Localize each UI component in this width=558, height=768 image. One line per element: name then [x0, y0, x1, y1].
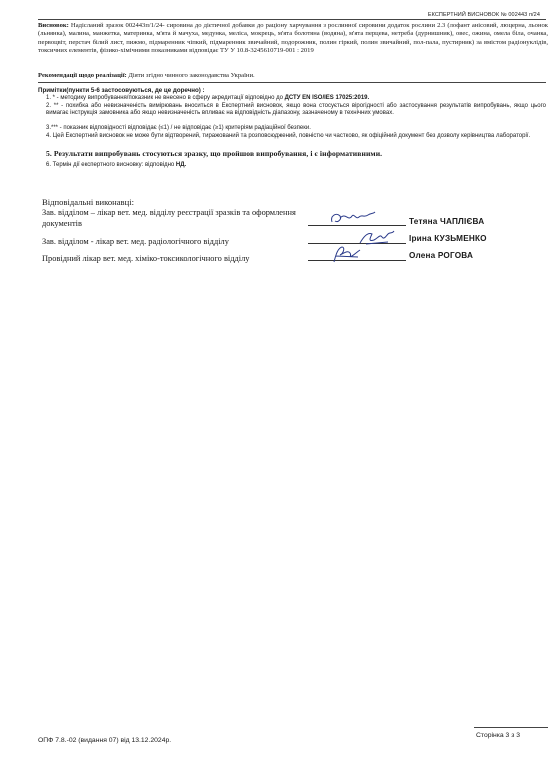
note-1 [46, 95, 546, 102]
name-chaplieva: Тетяна ЧАПЛІЄВА [409, 217, 485, 226]
header-divider [38, 19, 546, 20]
document-reference: ЕКСПЕРТНИЙ ВИСНОВОК № 002443 п/24 [427, 12, 540, 18]
note-5: 5. Результати випробувань стосуються зразку, що пройшов випробування, і є інформативними. [46, 149, 383, 158]
recommendation-label: Рекомендації щодо реалізації: [38, 72, 127, 79]
note-2: 2. ** - похибка або невизначеність вимірювань вноситься в Експертний висновок, якщо вона стосується вірогідності або застосування результатів випробувань, якщо цього вимагає інструкція замовника або якщо невизначеність впливає на відповідність діапазону, зазначеному в технічних умовах. [46, 103, 546, 116]
note-3: 3.*** - показник відповідності відповідає (≤1) / не відповідає (≥1) критеріям радіаційної безпеки. [46, 125, 311, 131]
role-radiology: Зав. відділом - лікар вет. мед. радіологічного відділу [42, 237, 229, 246]
responsible-heading: Відповідальні виконавці: [42, 197, 134, 207]
note-1-standard: ДСТУ EN ISO/IES 17025:2019. [284, 95, 370, 101]
note-4: 4. Цей Експертний висновок не може бути відтворений, тиражований та розповсюджений, повністю чи частково, як офіційний документ без дозволу керівництва лабораторії. [46, 133, 531, 139]
recommendation-text: Діяти згідно чинного законодавства України. [126, 72, 255, 79]
page-number: Сторінка 3 з 3 [476, 732, 521, 739]
signature-chaplieva [328, 208, 378, 228]
note-6 [46, 162, 546, 169]
note-1-text: 1. * - методику випробування/показник не внесено в сферу акредитації відповідно до [46, 95, 285, 101]
recommendation-paragraph [38, 72, 548, 80]
form-code: ОПФ 7.8.-02 (видання 07) від 13.12.2024р. [38, 737, 172, 744]
signature-rohova [330, 244, 364, 264]
notes-heading: Примітки(пункти 5-6 застосовуються, де це доречно) : [38, 87, 205, 94]
note-6-text: 6. Термін дії експертного висновку: відповідно [46, 162, 176, 168]
conclusion-text: Надісланий зразок 002443п/1/24- сировина до дієтичної добавки до раціону харчування з рослинної сировини додаток рослини 2.3 (лофант анісовий, люцерна, льонок (льнянка), малина, манжетка, материнка, м'ята й мачуха, медунка, меліса, мокрець, м'ята болотяна (водяна), м'ята перцева, нетреба (дурнишник), овес, ожина, омела біла, очанка, первоцвіт, перстач білий лист, пижмо, підмаренник чіпкий, підмаренник звичайний, подорожник, полин гіркий, полин звичайний, пол-пала, пустирник) за вмістом радіонуклідів, токсичних елементів, фізико-хімічними показниками відповідає ТУ У 10.8-3245610719-001 : 2019 [38, 22, 548, 55]
role-registration: Зав. відділом – лікар вет. мед. відділу реєстрації зразків та оформлення документів [42, 208, 296, 228]
page-number-divider [474, 727, 548, 728]
note-6-value: НД. [175, 162, 187, 168]
conclusion-paragraph [38, 22, 548, 56]
name-kuzmenko: Ірина КУЗЬМЕНКО [409, 234, 487, 243]
role-toxicology: Провідний лікар вет. мед. хіміко-токсикологічного відділу [42, 254, 250, 263]
name-rohova: Олена РОГОВА [409, 251, 474, 260]
conclusion-label: Висновок: [38, 22, 69, 29]
recommendation-divider [38, 82, 546, 83]
